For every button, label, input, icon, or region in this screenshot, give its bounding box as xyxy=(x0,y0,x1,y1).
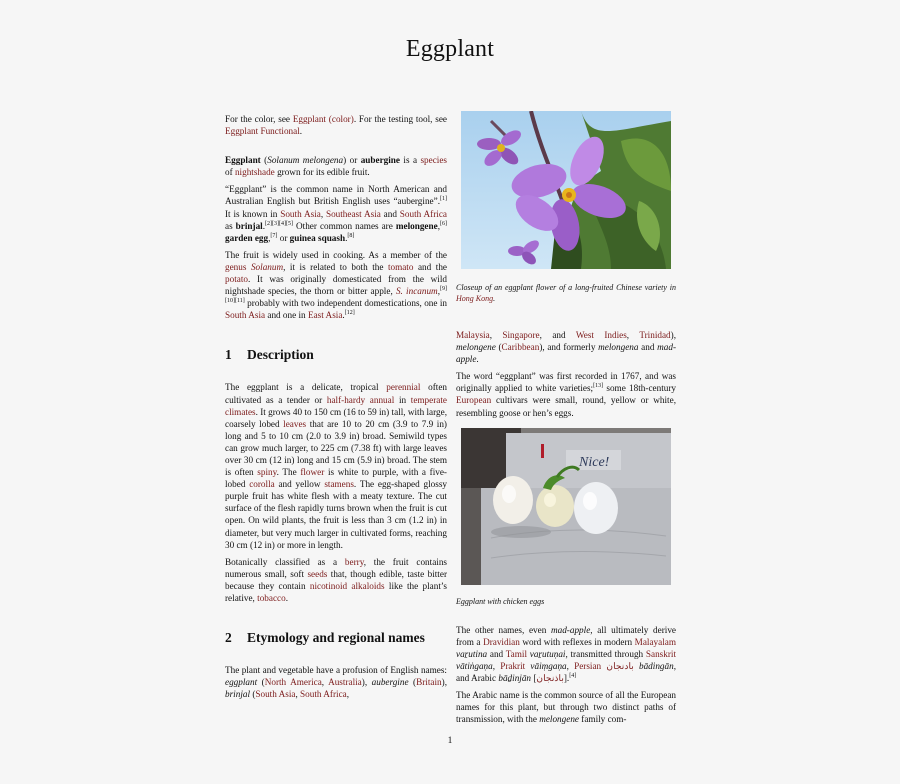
link-nightshade[interactable]: nightshade xyxy=(234,167,275,178)
link-tobacco[interactable]: tobacco xyxy=(257,593,286,603)
link-eggplant-color[interactable]: Eggplant (color) xyxy=(292,114,354,124)
link-malayalam[interactable]: Malayalam xyxy=(634,636,676,647)
link-spiny[interactable]: spiny xyxy=(257,467,277,478)
link-east-asia[interactable]: East Asia xyxy=(307,310,343,321)
link-species[interactable]: species xyxy=(420,155,447,166)
intro-paragraph-3: The fruit is widely used in cooking. As a member of the genus Solanum, it is related to both the tomato and the potato. It was originally domesticated from the wild nightshade species, the thorn or bitter apple, S. incanum,[9][10][11] probably with two independent domestications, one in South Asia and one in East Asia.[12] xyxy=(225,249,447,321)
description-paragraph-2: Botanically classified as a berry, the fruit contains numerous small, soft seeds that, though edible, taste bitter because they contain nicotinoid alkaloids like the plant’s relative, tobacco. xyxy=(225,556,448,603)
section-heading-description: 1 Description xyxy=(225,347,314,363)
intro-paragraph-2: “Eggplant” is the common name in North American and Australian English but British English uses “aubergine”.[1] It is known in South Asia, Southeast Asia and South Africa as brinjal.[2][3][4][5] Other common names are melongene,[6] garden egg,[7] or guinea squash.[8] xyxy=(225,184,447,243)
link-seeds[interactable]: seeds xyxy=(307,568,328,579)
link-s-incanum[interactable]: S. incanum xyxy=(395,286,438,297)
link-south-asia-2[interactable]: South Asia xyxy=(225,310,266,321)
link-nicotinoid-alkaloids[interactable]: nicotinoid alkaloids xyxy=(309,580,385,591)
link-stamens[interactable]: stamens xyxy=(324,479,354,490)
link-south-asia[interactable]: South Asia xyxy=(280,208,321,219)
description-paragraph-1: The eggplant is a delicate, tropical perennial often cultivated as a tender or half-hardy annual in temperate climates. It grows 40 to 150 cm (16 to 59 in) tall, with large, coarsely lobed leaves that are 10 to 20 cm (3.9 to 7.9 in) long and 5 to 10 cm (2.0 to 3.9 in) broad. Semiwild types can grow much larger, to 225 cm (7.38 ft) with large leaves over 30 cm (12 in) long and 15 cm (5.9 in) broad. The stem is often spiny. The flower is white to purple, with a five-lobed corolla and yellow stamens. The egg-shaped glossy purple fruit has white flesh with a meaty texture. The cut surface of the flesh rapidly turns brown when the fruit is cut open. On wild plants, the fruit is less than 3 cm (1.2 in) in diameter, but very much larger in cultivated forms, reaching 30 cm (12 in) or more in length. xyxy=(225,382,447,550)
link-solanum[interactable]: Solanum xyxy=(250,261,284,272)
link-temperate-climates[interactable]: temperate climates xyxy=(225,394,447,417)
link-arabic-script[interactable]: باذنجان xyxy=(536,673,564,684)
link-caribbean[interactable]: Caribbean xyxy=(501,342,540,353)
link-corolla[interactable]: corolla xyxy=(249,479,275,490)
link-trinidad[interactable]: Trinidad xyxy=(639,330,671,340)
arabic-name-paragraph: The Arabic name is the common source of all the European names for this plant, but through two distinct paths of transmission, with the melongene family com- xyxy=(456,690,676,725)
link-european[interactable]: European xyxy=(456,395,492,406)
link-half-hardy-annual[interactable]: half-hardy annual xyxy=(326,394,395,405)
etymology-paragraph-start: The plant and vegetable have a profusion of English names: eggplant (North America, Australia), aubergine (Britain), brinjal (South Asia, South Africa, xyxy=(225,665,447,700)
left-column xyxy=(225,113,447,705)
figure-caption-eggs: Eggplant with chicken eggs xyxy=(456,596,545,606)
link-west-indies[interactable]: West Indies xyxy=(575,330,627,340)
intro-paragraph-1: Eggplant (Solanum melongena) or aubergine is a species of nightshade grown for its edible fruit. xyxy=(225,155,447,178)
hatnote: For the color, see Eggplant (color). For the testing tool, see Eggplant Functional. xyxy=(225,114,448,137)
link-genus[interactable]: genus xyxy=(225,261,247,272)
right-column xyxy=(456,111,676,730)
carton-label: Nice! xyxy=(579,454,610,470)
word-eggplant-paragraph: The word “eggplant” was first recorded in 1767, and was originally applied to white varieties;[13] some 18th-century European cultivars were small, round, yellow or white, resembling goose or hen’s eggs. xyxy=(456,371,676,418)
link-persian[interactable]: Persian xyxy=(574,660,602,671)
link-flower[interactable]: flower xyxy=(300,467,325,478)
link-south-africa[interactable]: South Africa xyxy=(399,208,447,219)
page-title: Eggplant xyxy=(405,36,495,62)
eggs-photo-illustration xyxy=(461,428,671,585)
link-eggplant-functional[interactable]: Eggplant Functional xyxy=(225,126,300,137)
link-tamil[interactable]: Tamil xyxy=(505,648,528,659)
link-dravidian[interactable]: Dravidian xyxy=(483,636,520,647)
link-britain[interactable]: Britain xyxy=(416,677,442,688)
link-australia[interactable]: Australia xyxy=(328,677,362,688)
link-south-asia-3[interactable]: South Asia xyxy=(255,689,296,700)
link-southeast-asia[interactable]: Southeast Asia xyxy=(325,208,381,219)
eggplant-with-eggs-image xyxy=(461,428,671,585)
link-singapore[interactable]: Singapore xyxy=(502,330,540,340)
link-malaysia[interactable]: Malaysia xyxy=(456,330,490,340)
other-names-paragraph: The other names, even mad-apple, all ultimately derive from a Dravidian word with reflexes in modern Malayalam vaṟutina and Tamil vaṟutuṇai, transmitted through Sanskrit vātiṅgaṇa, Prakrit vāiṃgaṇa, Persian بادنجان bādingān, and Arabic bāḏinjān [باذنجان].[4] xyxy=(456,624,677,684)
link-berry[interactable]: berry xyxy=(344,556,364,567)
link-persian-script[interactable]: بادنجان xyxy=(606,660,634,671)
link-south-africa-2[interactable]: South Africa xyxy=(300,689,347,700)
link-hong-kong[interactable]: Hong Kong xyxy=(456,294,494,303)
eggplant-flower-image xyxy=(461,111,671,269)
link-sanskrit[interactable]: Sanskrit xyxy=(645,648,677,659)
link-perennial[interactable]: perennial xyxy=(386,382,421,393)
etymology-continuation: Malaysia, Singapore, and West Indies, Trinidad), melongene (Caribbean), and formerly melongena and mad-apple. xyxy=(456,330,677,365)
link-leaves[interactable]: leaves xyxy=(283,418,307,429)
page-number: 1 xyxy=(447,736,453,746)
link-north-america[interactable]: North America xyxy=(264,677,322,688)
flower-photo-illustration xyxy=(461,111,671,269)
link-tomato[interactable]: tomato xyxy=(387,261,414,272)
link-potato[interactable]: potato xyxy=(225,274,248,285)
section-heading-etymology: 2 Etymology and regional names xyxy=(225,630,425,646)
link-prakrit[interactable]: Prakrit xyxy=(500,660,526,671)
figure-caption-flower: Closeup of an eggplant flower of a long-fruited Chinese variety in Hong Kong. xyxy=(456,283,676,303)
